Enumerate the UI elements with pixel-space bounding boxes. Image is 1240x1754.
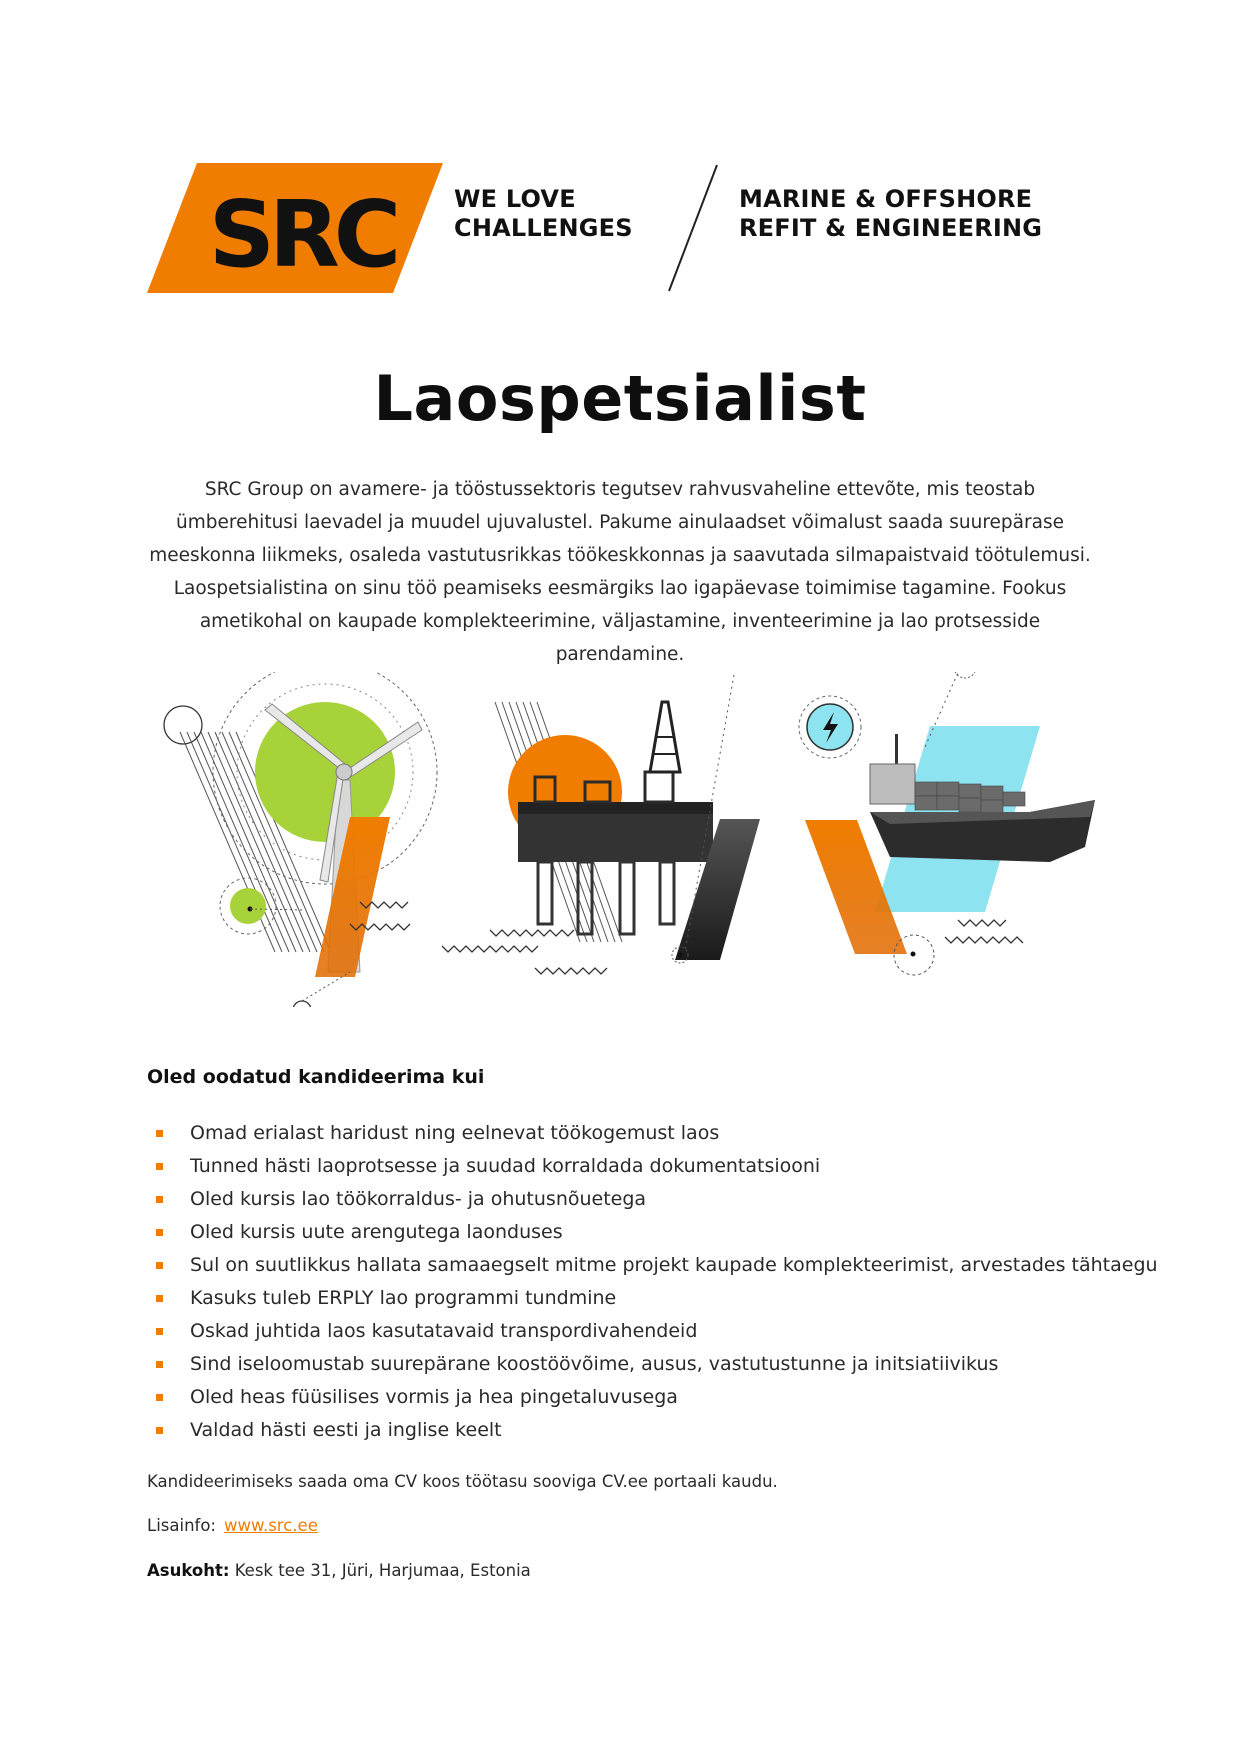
list-item-text: Sul on suutlikkus hallata samaaegselt mitme projekt kaupade komplekteerimist, arvestades tähtaegu <box>190 1254 1158 1276</box>
header-divider <box>663 163 723 293</box>
website-link[interactable]: www.src.ee <box>224 1516 318 1535</box>
src-logo <box>147 163 443 293</box>
page-header <box>147 163 1047 293</box>
logo-text: SRC <box>208 181 396 288</box>
apply-instructions: Kandideerimiseks saada oma CV koos töötasu sooviga CV.ee portaali kaudu. <box>147 1472 778 1491</box>
list-item <box>147 1216 1127 1249</box>
list-item <box>147 1183 1127 1216</box>
tagline-line-2: CHALLENGES <box>454 214 633 242</box>
illustrations-strip <box>150 672 1100 1007</box>
intro-paragraph <box>140 473 1100 671</box>
list-item-text: Tunned hästi laoprotsesse ja suudad korraldada dokumentatsiooni <box>190 1155 821 1177</box>
list-item-text: Kasuks tuleb ERPLY lao programmi tundmine <box>190 1287 617 1309</box>
page-title: Laospetsialist <box>373 362 867 435</box>
location-value: Kesk tee 31, Jüri, Harjumaa, Estonia <box>234 1561 531 1580</box>
bullet-icon <box>156 1229 163 1236</box>
list-item-text: Oled kursis uute arengutega laonduses <box>190 1221 563 1243</box>
bullet-icon <box>156 1130 163 1137</box>
list-item <box>147 1249 1158 1282</box>
list-item-text: Sind iseloomustab suurepärane koostöövõime, ausus, vastutustunne ja initsiatiivikus <box>190 1353 999 1375</box>
intro-line: ümberehitusi laevadel ja muudel ujuvalustel. Pakume ainulaadset võimalust saada suurepärase <box>176 512 1064 533</box>
company-line-1: MARINE & OFFSHORE <box>739 185 1033 213</box>
list-item <box>147 1150 1127 1183</box>
tagline <box>454 185 633 243</box>
tagline-line-1: WE LOVE <box>454 185 576 213</box>
intro-line: meeskonna liikmeks, osaleda vastutusrikkas töökeskkonnas ja saavutada silmapaistvaid töötulemusi. <box>149 545 1091 566</box>
more-info <box>147 1516 318 1535</box>
company-description <box>739 185 1042 243</box>
list-item <box>147 1381 1127 1414</box>
list-item <box>147 1348 1127 1381</box>
requirements-list <box>147 1117 1158 1447</box>
list-item <box>147 1315 1127 1348</box>
bullet-icon <box>156 1295 163 1302</box>
bullet-icon <box>156 1196 163 1203</box>
list-item <box>147 1117 1127 1150</box>
list-item-text: Oled heas füüsilises vormis ja hea pingetaluvusega <box>190 1386 678 1408</box>
company-line-2: REFIT & ENGINEERING <box>739 214 1043 242</box>
wind-turbine-illustration <box>164 672 437 1007</box>
list-item-text: Oskad juhtida laos kasutatavaid transpordivahendeid <box>190 1320 698 1342</box>
bullet-icon <box>156 1163 163 1170</box>
info-label: Lisainfo: <box>147 1516 216 1535</box>
list-item <box>147 1282 1127 1315</box>
list-item <box>147 1414 1127 1447</box>
intro-line: SRC Group on avamere- ja tööstussektoris tegutsev rahvusvaheline ettevõte, mis teostab <box>204 479 1036 500</box>
oil-rig-illustration <box>442 672 760 974</box>
intro-line: Laospetsialistina on sinu töö peamiseks eesmärgiks lao igapäevase toimimise tagamine. Fookus <box>173 578 1067 599</box>
list-item-text: Valdad hästi eesti ja inglise keelt <box>190 1419 502 1441</box>
list-item-text: Oled kursis lao töökorraldus- ja ohutusnõuetega <box>190 1188 647 1210</box>
location-label: Asukoht: <box>147 1561 230 1580</box>
container-ship-illustration <box>799 672 1095 975</box>
location <box>147 1561 531 1580</box>
list-item-text: Omad erialast haridust ning eelnevat töökogemust laos <box>190 1122 720 1144</box>
bullet-icon <box>156 1361 163 1368</box>
requirements-heading: Oled oodatud kandideerima kui <box>147 1066 485 1088</box>
bullet-icon <box>156 1328 163 1335</box>
bullet-icon <box>156 1427 163 1434</box>
bullet-icon <box>156 1394 163 1401</box>
bullet-icon <box>156 1262 163 1269</box>
intro-line: ametikohal on kaupade komplekteerimine, väljastamine, inventeerimine ja lao protsesside parendamine. <box>199 611 1041 665</box>
